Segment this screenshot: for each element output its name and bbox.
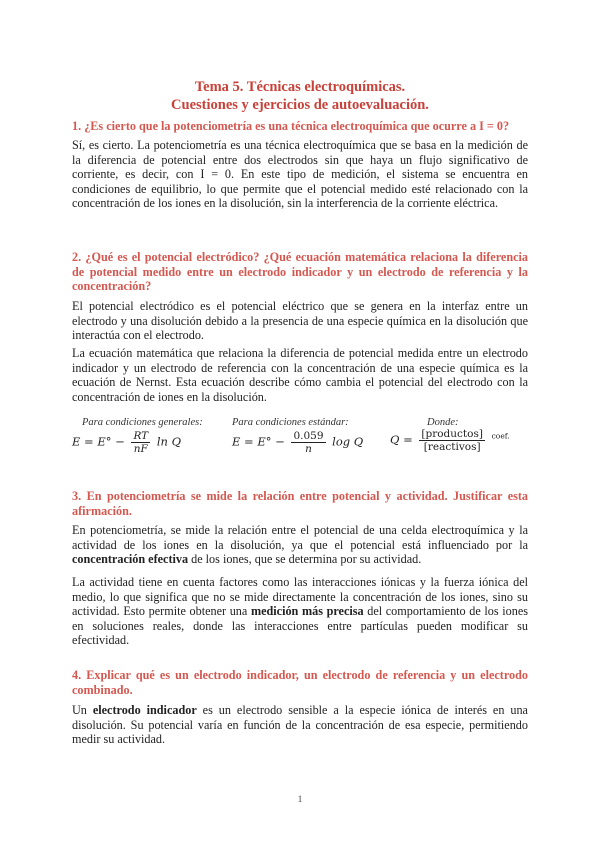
eq-standard-rhs: log Q [332,434,364,449]
nernst-equation-general [72,430,181,455]
eq-general-numerator: RT [133,430,149,442]
eq-q-exponent: coef. [491,431,510,441]
question-2: 2. ¿Qué es el potencial electródico? ¿Qué ecuación matemática relaciona la diferencia de potencial medido entre un electrodo indicador y un electrodo de referencia y la concentración? [72,250,528,294]
document-title-line2: Cuestiones y ejercicios de autoevaluación. [171,97,429,113]
eq-general-denominator: nF [133,443,148,455]
answer-3-p1-bold: concentración efectiva [72,552,189,567]
eq-standard-lhs: E = E° − [232,434,285,449]
nernst-equation-standard [232,430,363,455]
eq-standard-denominator: n [305,443,312,455]
page-number: 1 [297,795,303,805]
eq-standard-numerator: 0.059 [293,430,324,442]
eq-q-denominator: [reactivos] [423,441,481,453]
answer-3-p1-text-a: En potenciometría, se mide la relación entre el potencial de una celda electroquímica y la actividad de los iones en la disolución, ya que el potencial está influenciado por la [72,523,528,552]
label-standard-conditions: Para condiciones estándar: [232,417,349,428]
question-1: 1. ¿Es cierto que la potenciometría es una técnica electroquímica que ocurre a I = 0? [72,119,510,133]
question-4: 4. Explicar qué es un electrodo indicador, un electrodo de referencia y un electrodo combinado. [72,668,528,697]
answer-3-p1-text-b: de los iones, que se determina por su actividad. [188,552,422,567]
answer-4-bold: electrodo indicador [92,703,197,717]
answer-3-paragraph-1 [72,523,528,567]
answer-4-text-b: es un electrodo sensible a la especie iónica de interés en una disolución. Su potencial varía en función de la concentración de esa especie, permitiendo medir su actividad. [72,703,528,747]
eq-general-lhs: E = E° − [72,434,125,449]
reaction-quotient-equation [390,428,510,453]
answer-4-text-a: Un [72,703,93,717]
answer-3-p2-text-b: del comportamiento de los iones en soluciones reales, donde las interacciones entre partículas pueden modificar su efectividad. [72,604,529,648]
answer-3-paragraph-2 [72,575,528,648]
answer-3-p2-text-a: La actividad tiene en cuenta factores como las interacciones iónicas y la fuerza iónica del medio, lo que significa que no se mide directamente la concentración de los iones, sino su actividad. Esto permite obtener una [72,575,528,619]
answer-2-paragraph-2: La ecuación matemática que relaciona la diferencia de potencial medida entre un electrodo indicador y un electrodo de referencia con la concentración de una especie química es la ecuación de Nernst. Esta ecuación describe cómo cambia el potencial del electrodo con la concentración de iones en la disolución. [72,346,528,404]
answer-3-p2-bold: medición más precisa [250,604,364,619]
document-title-line1: Tema 5. Técnicas electroquímicas. [194,79,406,95]
eq-q-numerator: [productos] [421,428,483,440]
label-general-conditions: Para condiciones generales: [82,417,203,428]
question-3: 3. En potenciometría se mide la relación entre potencial y actividad. Justificar esta afirmación. [72,489,528,518]
answer-1: Sí, es cierto. La potenciometría es una técnica electroquímica que se basa en la medición de la diferencia de potencial entre dos electrodos sin que haya un flujo significativo de corriente, es decir, con I = 0. En este tipo de medición, el sistema se encuentra en condiciones de equilibrio, lo que permite que el potencial medido esté relacionado con la concentración de los iones en la disolución, sin la interferencia de la corriente eléctrica. [72,138,528,211]
answer-4 [72,703,528,747]
label-where: Donde: [427,417,459,428]
answer-2-paragraph-1: El potencial electródico es el potencial eléctrico que se genera en la interfaz entre un electrodo y una disolución debido a la presencia de una especie química en la disolución que interactúa con el electrodo. [72,299,528,343]
eq-q-lhs: Q = [390,432,413,447]
eq-general-rhs: ln Q [156,434,181,449]
